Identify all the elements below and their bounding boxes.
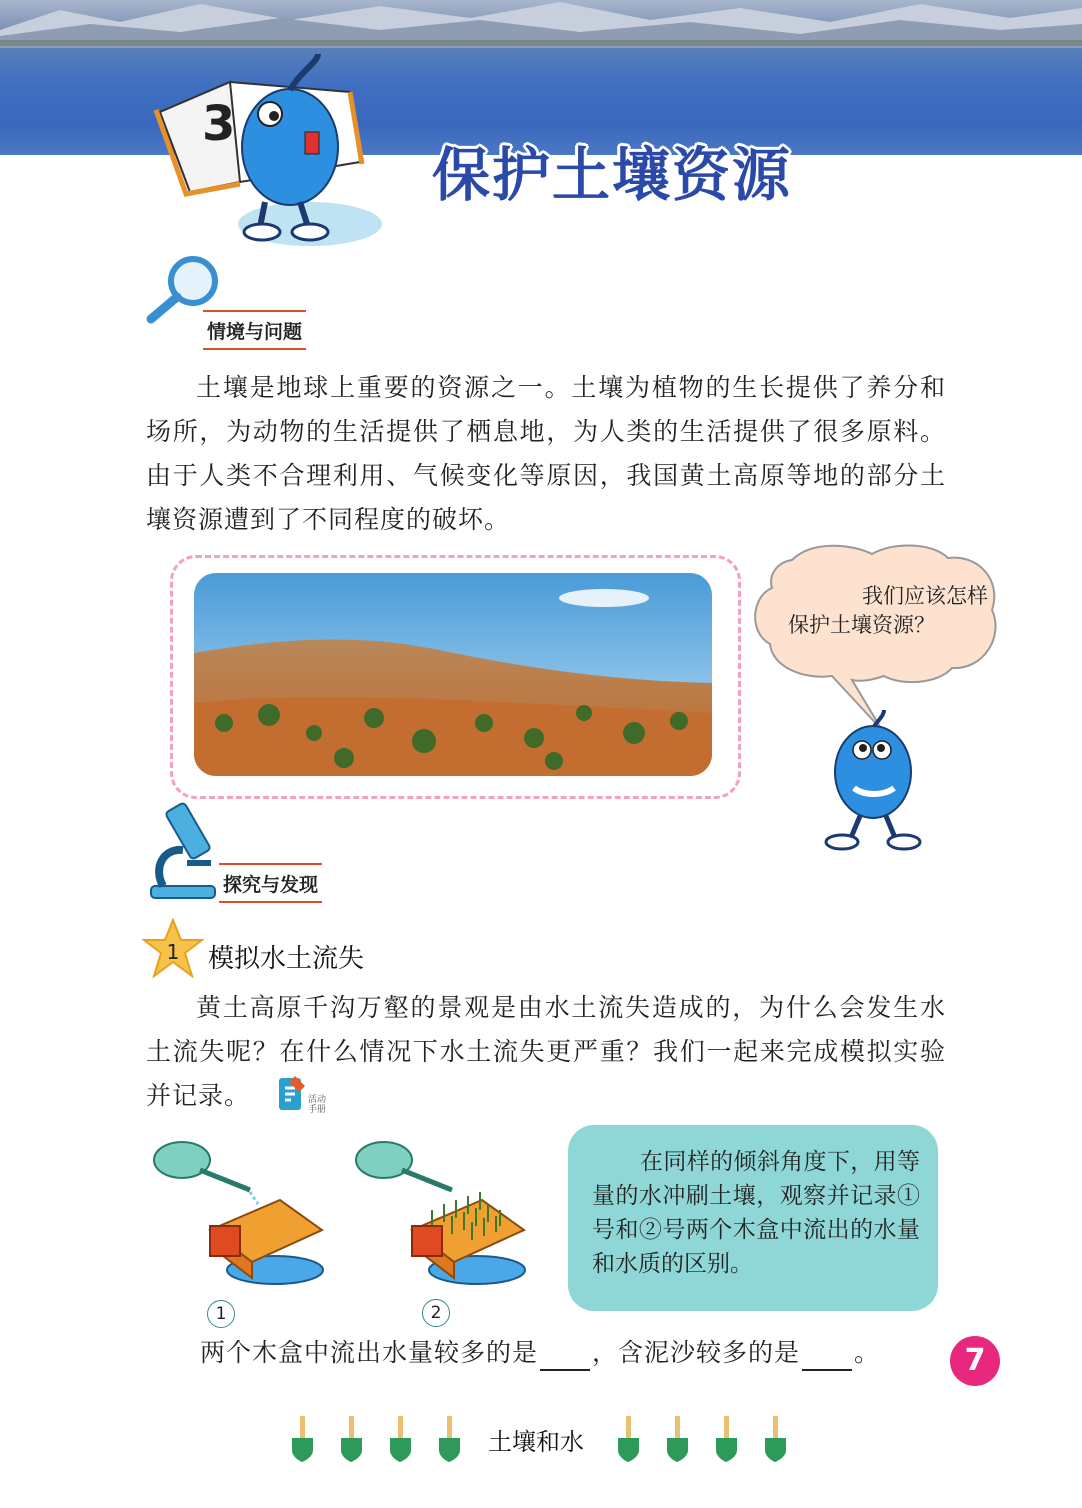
experiment-box-1-illustration bbox=[150, 1130, 330, 1290]
star-number-icon bbox=[142, 918, 204, 980]
badge-line-1: 活动 bbox=[308, 1095, 327, 1105]
activity-number: 1 bbox=[166, 940, 180, 964]
mascot-thinking bbox=[818, 710, 928, 855]
question-part-2: ，含泥沙较多的是 bbox=[592, 1338, 801, 1367]
intro-text: 土壤是地球上重要的资源之一。土壤为植物的生长提供了养分和场所，为动物的生活提供了栖息地，为人类的生活提供了很多原料。由于人类不合理利用、气候变化等原因，我国黄土高原等地的部分土壤资源遭到了不同程度的破坏。 bbox=[146, 373, 946, 534]
mascot-book-illustration bbox=[150, 52, 385, 252]
question-part-1: 两个木盒中流出水量较多的是 bbox=[200, 1338, 539, 1367]
label-box-2: 2 bbox=[422, 1299, 450, 1327]
fill-in-question bbox=[200, 1335, 880, 1371]
activity-text: 黄土高原千沟万壑的景观是由水土流失造成的，为什么会发生水土流失呢？在什么情况下水土流失更严重？我们一起来完成模拟实验并记录。 bbox=[146, 993, 946, 1110]
footer-shovel-icons-left bbox=[288, 1414, 468, 1464]
footer-title: 土壤和水 bbox=[488, 1428, 584, 1456]
blank-1[interactable] bbox=[540, 1345, 590, 1371]
section-label-explore: 探究与发现 bbox=[219, 863, 322, 903]
question-end: 。 bbox=[854, 1338, 881, 1367]
instruction-paragraph: 在同样的倾斜角度下，用等量的水冲刷土壤，观察并记录①号和②号两个木盒中流出的水量和水质的区别。 bbox=[592, 1149, 920, 1277]
badge-line-2: 手册 bbox=[308, 1105, 327, 1115]
bubble-line-2: 保护土壤资源？ bbox=[788, 613, 935, 637]
activity-title: 模拟水土流失 bbox=[208, 944, 365, 974]
blank-2[interactable] bbox=[802, 1345, 852, 1371]
instruction-text bbox=[592, 1145, 920, 1281]
page-number: 7 bbox=[950, 1336, 1000, 1386]
lesson-title: 保护土壤资源 bbox=[432, 141, 793, 209]
activity-paragraph bbox=[146, 986, 946, 1118]
handbook-icon[interactable] bbox=[277, 1074, 307, 1114]
handbook-badge bbox=[308, 1095, 326, 1115]
landscape-image bbox=[194, 573, 712, 776]
speech-bubble-text bbox=[788, 582, 988, 640]
intro-paragraph bbox=[146, 366, 946, 542]
loess-plateau-photo bbox=[194, 573, 712, 776]
label-box-1: 1 bbox=[207, 1300, 235, 1328]
lesson-number: 3 bbox=[202, 96, 236, 152]
footer-shovel-icons-right bbox=[614, 1414, 794, 1464]
experiment-box-2-illustration bbox=[352, 1130, 532, 1290]
bubble-line-1: 我们应该怎样 bbox=[862, 584, 988, 608]
section-label-situation: 情境与问题 bbox=[203, 310, 306, 350]
microscope-icon bbox=[143, 798, 223, 900]
